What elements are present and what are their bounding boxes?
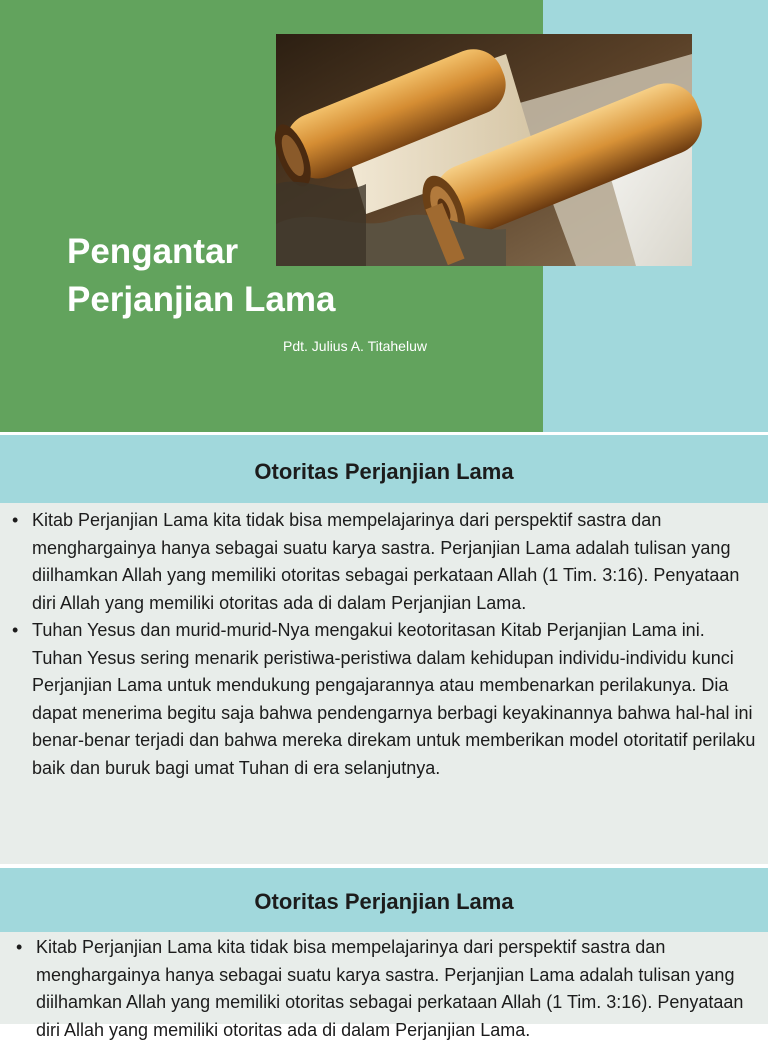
bullet-item: • Kitab Perjanjian Lama kita tidak bisa mempelajarinya dari perspektif sastra dan menghargainya hanya sebagai suatu karya sastra. Perjanjian Lama adalah tulisan yang diilhamkan Allah yang memiliki otoritas sebagai perkataan Allah (1 Tim. 3:16). Penyataan diri Allah yang memiliki otoritas ada di dalam Perjanjian Lama. xyxy=(14,934,758,1044)
presentation-title xyxy=(67,228,537,324)
bullet-item: • Kitab Perjanjian Lama kita tidak bisa mempelajarinya dari perspektif sastra dan menghargainya hanya sebagai suatu karya sastra. Perjanjian Lama adalah tulisan yang diilhamkan Allah yang memiliki otoritas sebagai perkataan Allah (1 Tim. 3:16). Penyataan diri Allah yang memiliki otoritas ada di dalam Perjanjian Lama. xyxy=(10,507,758,617)
bullet-item: • Tuhan Yesus dan murid-murid-Nya mengakui keotoritasan Kitab Perjanjian Lama ini. Tuhan Yesus sering menarik peristiwa-peristiwa dalam kehidupan individu-individu kunci Perjanjian Lama untuk mendukung pengajarannya atau membenarkan perilakunya. Dia dapat menerima begitu saja bahwa pendengarnya berbagi keyakinannya bahwa hal-hal ini benar-benar terjadi dan bahwa mereka direkam untuk memberikan model otoritatif perilaku baik dan buruk bagi umat Tuhan di era selanjutnya. xyxy=(10,617,758,782)
slide-heading: Otoritas Perjanjian Lama xyxy=(254,459,514,484)
bullet-list xyxy=(14,934,758,1044)
author-name: Pdt. Julius A. Titaheluw xyxy=(283,338,427,354)
content-slide-1 xyxy=(0,435,768,864)
bullet-list xyxy=(10,507,758,782)
content-slide-2 xyxy=(0,868,768,1040)
title-line-1: Pengantar xyxy=(67,232,239,271)
title-slide xyxy=(0,0,768,432)
slide-heading-band xyxy=(0,435,768,503)
slide-heading: Otoritas Perjanjian Lama xyxy=(254,889,514,914)
title-line-2: Perjanjian Lama xyxy=(67,280,336,319)
slide-heading-band xyxy=(0,868,768,932)
